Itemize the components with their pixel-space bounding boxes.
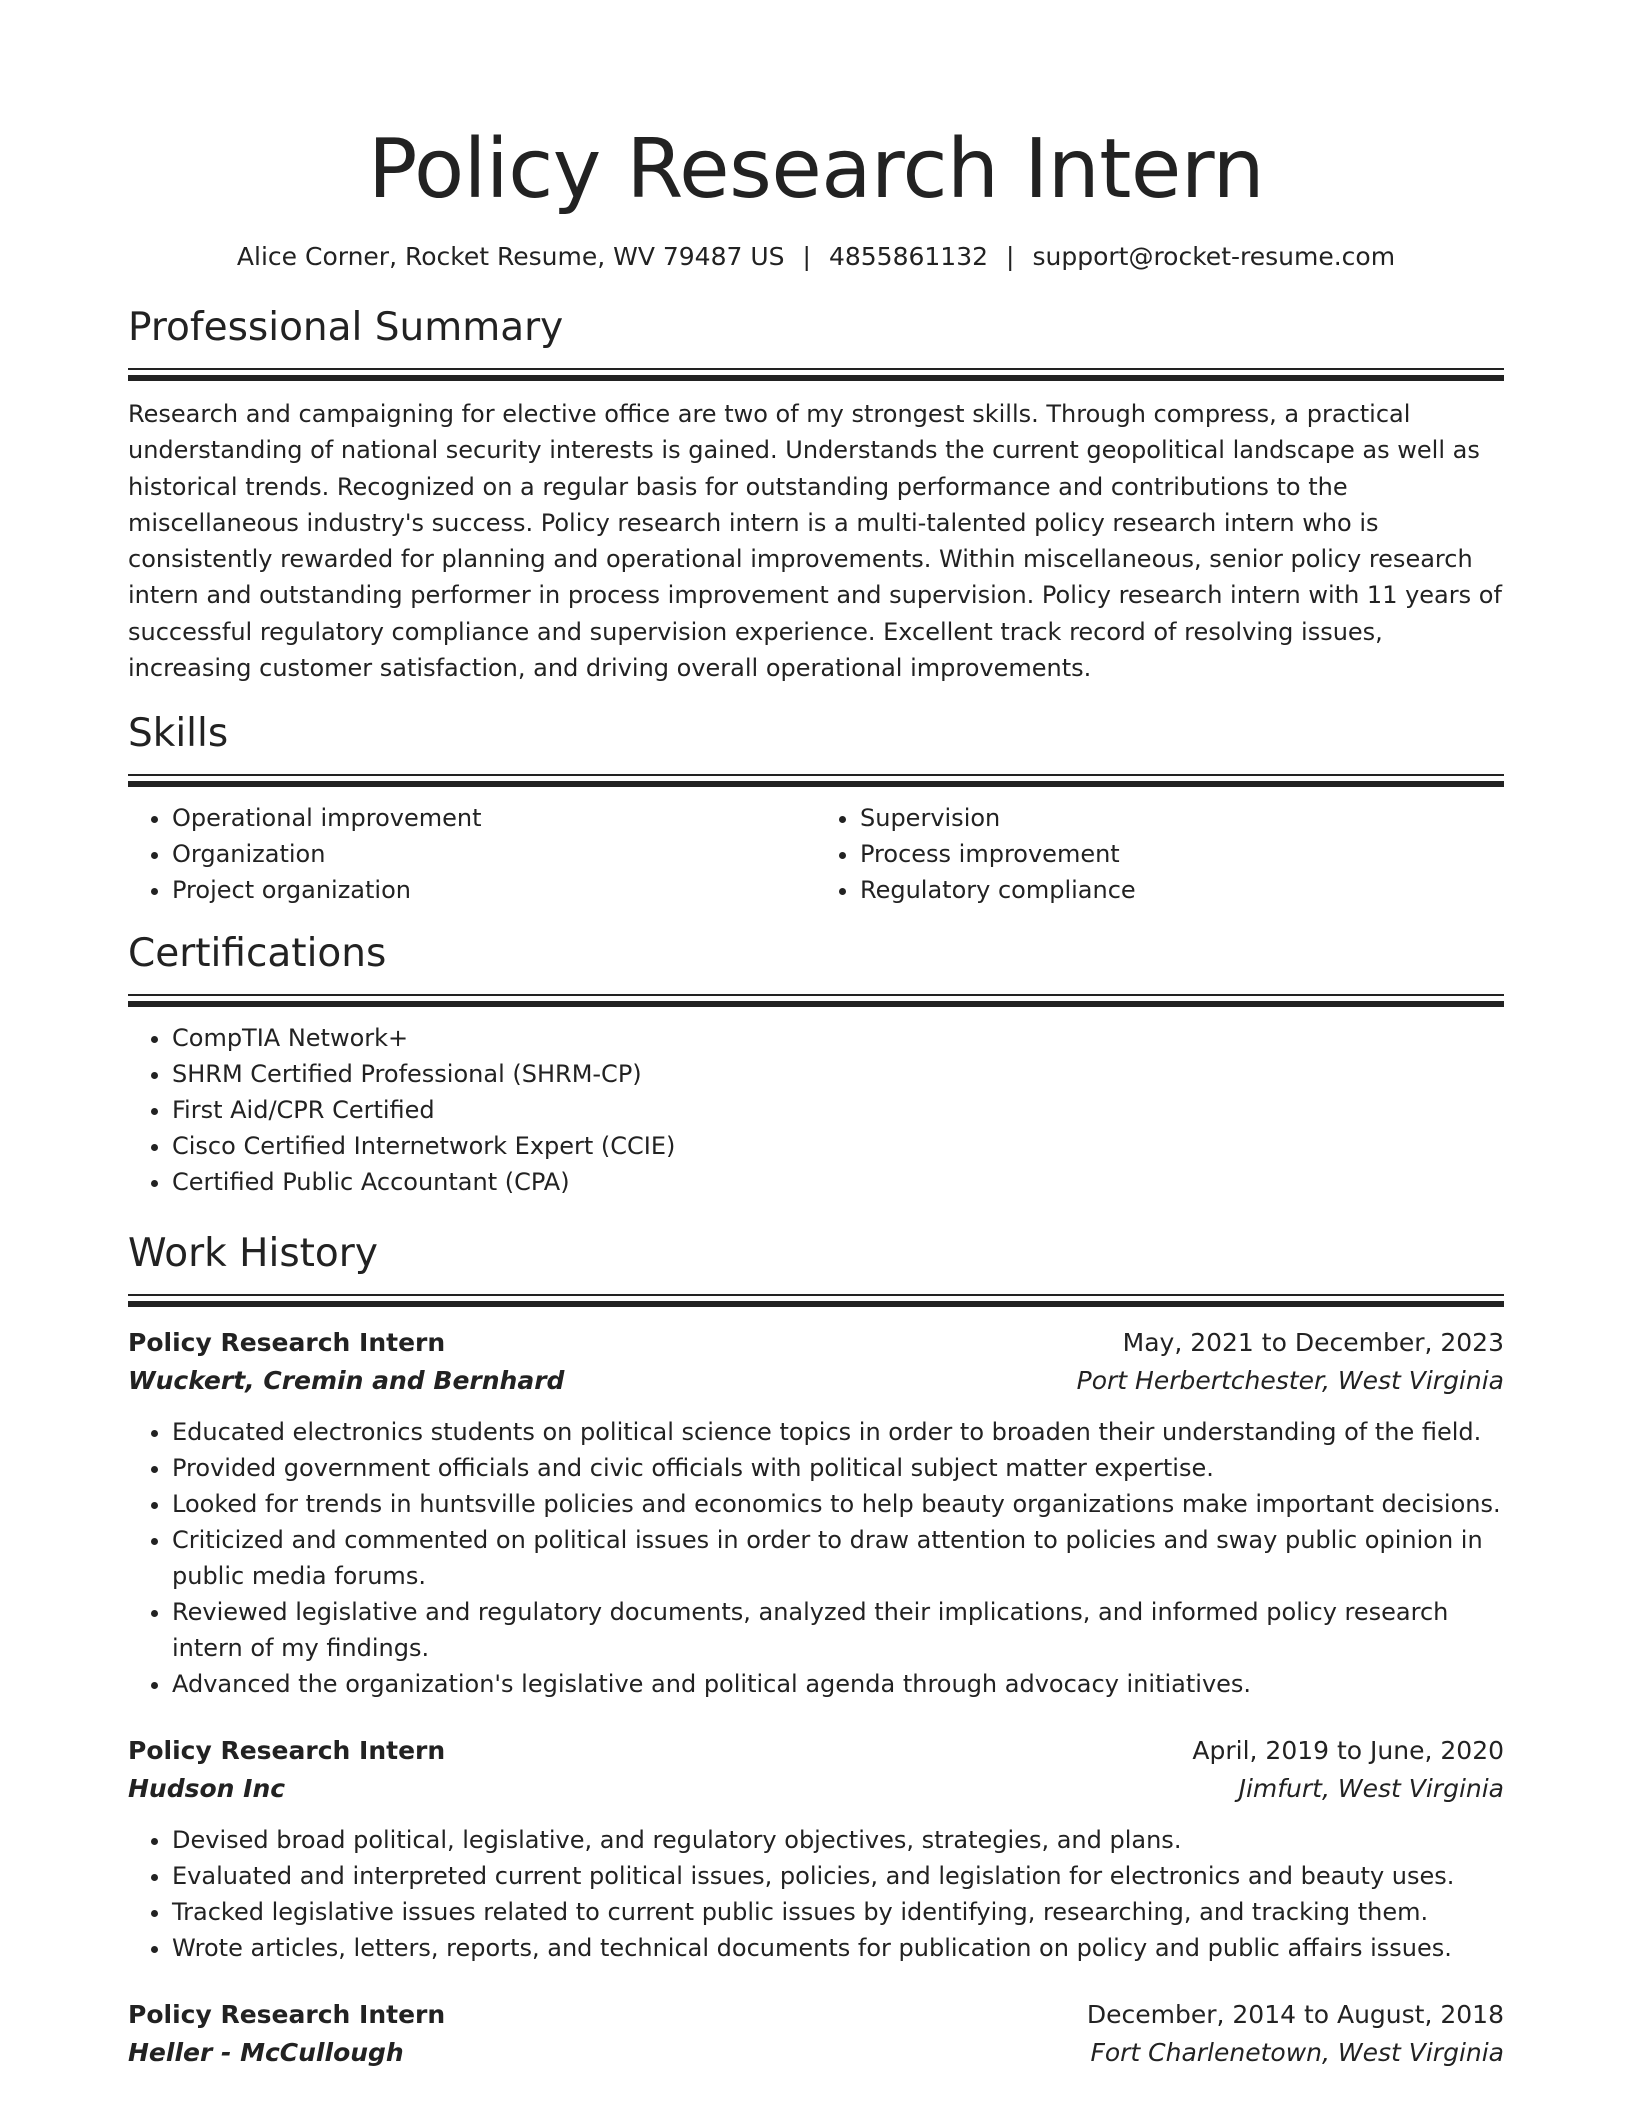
- job-title: Policy Research Intern: [128, 2000, 446, 2030]
- certification-item: • Certified Public Accountant (CPA): [172, 1164, 1504, 1200]
- job-title: Policy Research Intern: [128, 1736, 446, 1766]
- job-header: [128, 1324, 1504, 1362]
- job-entry: [128, 1732, 1504, 1966]
- skill-item: • Process improvement: [860, 836, 1504, 872]
- section-heading-skills: Skills: [128, 711, 229, 757]
- job-company: Wuckert, Cremin and Bernhard: [128, 1366, 565, 1396]
- contact-address: Alice Corner, Rocket Resume, WV 79487 US: [236, 242, 785, 271]
- job-bullet: • Tracked legislative issues related to current public issues by identifying, researching, and tracking them.: [172, 1894, 1504, 1930]
- summary-section: [128, 304, 1504, 686]
- job-subheader: [128, 2034, 1504, 2072]
- skill-item: • Organization: [172, 836, 816, 872]
- job-bullets: [128, 1414, 1504, 1702]
- skill-item: • Supervision: [860, 800, 1504, 836]
- section-divider: [128, 1294, 1504, 1308]
- job-location: Jimfurt, West Virginia: [1238, 1774, 1504, 1804]
- skills-list-left: [128, 800, 816, 908]
- job-bullet: • Devised broad political, legislative, and regulatory objectives, strategies, and plans.: [172, 1822, 1504, 1858]
- job-location: Port Herbertchester, West Virginia: [1076, 1366, 1504, 1396]
- job-header: [128, 1732, 1504, 1770]
- section-heading-work-history: Work History: [128, 1231, 378, 1277]
- job-subheader: [128, 1362, 1504, 1400]
- job-dates: May, 2021 to December, 2023: [1122, 1328, 1504, 1358]
- job-subheader: [128, 1770, 1504, 1808]
- certification-item: • First Aid/CPR Certified: [172, 1092, 1504, 1128]
- contact-separator: |: [1006, 242, 1015, 271]
- skill-item: • Operational improvement: [172, 800, 816, 836]
- skills-columns: [128, 800, 1504, 908]
- section-heading-summary: Professional Summary: [128, 305, 564, 350]
- job-bullet: • Reviewed legislative and regulatory documents, analyzed their implications, and informed policy research intern of my findings.: [172, 1594, 1504, 1666]
- contact-phone: 4855861132: [828, 242, 989, 271]
- job-company: Hudson Inc: [128, 1774, 286, 1804]
- certifications-section: [128, 930, 1504, 1200]
- resume-page: [128, 120, 1504, 2072]
- job-title: Policy Research Intern: [128, 1328, 446, 1358]
- job-header: [128, 1996, 1504, 2034]
- certification-item: • Cisco Certified Internetwork Expert (CCIE): [172, 1128, 1504, 1164]
- job-bullet: • Educated electronics students on political science topics in order to broaden their understanding of the field.: [172, 1414, 1504, 1450]
- job-entry: [128, 1324, 1504, 1702]
- job-bullet: • Advanced the organization's legislative and political agenda through advocacy initiatives.: [172, 1666, 1504, 1702]
- section-divider: [128, 368, 1504, 382]
- job-dates: April, 2019 to June, 2020: [1192, 1736, 1504, 1766]
- certification-item: • CompTIA Network+: [172, 1020, 1504, 1056]
- job-company: Heller - McCullough: [128, 2038, 404, 2068]
- section-divider: [128, 994, 1504, 1008]
- certification-item: • SHRM Certified Professional (SHRM-CP): [172, 1056, 1504, 1092]
- job-bullet: • Criticized and commented on political issues in order to draw attention to policies and sway public opinion in public media forums.: [172, 1522, 1504, 1594]
- contact-email: support@rocket-resume.com: [1032, 242, 1396, 271]
- contact-separator: |: [802, 242, 811, 271]
- skill-item: • Project organization: [172, 872, 816, 908]
- resume-title: Policy Research Intern: [367, 122, 1265, 217]
- job-dates: December, 2014 to August, 2018: [1086, 2000, 1504, 2030]
- job-bullets: [128, 1822, 1504, 1966]
- section-divider: [128, 774, 1504, 788]
- contact-line: [128, 240, 1504, 274]
- skill-item: • Regulatory compliance: [860, 872, 1504, 908]
- job-bullet: • Wrote articles, letters, reports, and technical documents for publication on policy and public affairs issues.: [172, 1930, 1504, 1966]
- job-bullet: • Looked for trends in huntsville policies and economics to help beauty organizations make important decisions.: [172, 1486, 1504, 1522]
- job-location: Fort Charlenetown, West Virginia: [1090, 2038, 1504, 2068]
- job-entry: [128, 1996, 1504, 2072]
- job-bullet: • Evaluated and interpreted current political issues, policies, and legislation for electronics and beauty uses.: [172, 1858, 1504, 1894]
- work-history-section: [128, 1230, 1504, 2072]
- skills-section: [128, 710, 1504, 908]
- job-bullet: • Provided government officials and civic officials with political subject matter expertise.: [172, 1450, 1504, 1486]
- certifications-list: [128, 1020, 1504, 1200]
- skills-list-right: [816, 800, 1504, 908]
- summary-text: Research and campaigning for elective office are two of my strongest skills. Through compress, a practical understanding of national security interests is gained. Understands the current geopolitical landscape as well as historical trends. Recognized on a regular basis for outstanding performance and contributions to the miscellaneous industry's success. Policy research intern is a multi-talented policy research intern who is consistently rewarded for planning and operational improvements. Within miscellaneous, senior policy research intern and outstanding performer in process improvement and supervision. Policy research intern with 11 years of successful regulatory compliance and supervision experience. Excellent track record of resolving issues, increasing customer satisfaction, and driving overall operational improvements.: [128, 400, 1502, 683]
- section-heading-certifications: Certifications: [128, 931, 387, 977]
